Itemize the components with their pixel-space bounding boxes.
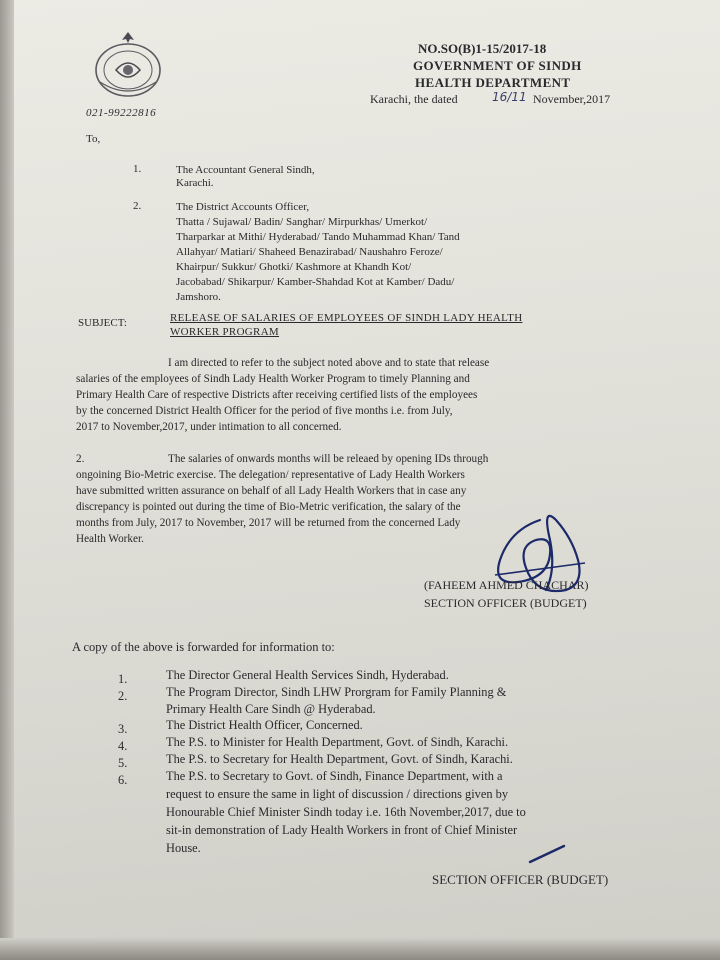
paragraph-1-line: by the concerned District Health Officer for the period of five months i.e. from July,: [76, 405, 453, 417]
department-heading: HEALTH DEPARTMENT: [415, 75, 571, 90]
addressee-line: Allahyar/ Matiari/ Shaheed Benazirabad/ Naushahro Feroze/: [176, 246, 443, 258]
final-signatory-title: SECTION OFFICER (BUDGET): [432, 872, 609, 887]
government-heading: GOVERNMENT OF SINDH: [413, 58, 582, 73]
copy-number: 6.: [118, 773, 128, 787]
copy-line: Primary Health Care Sindh @ Hyderabad.: [166, 702, 376, 716]
to-label: To,: [86, 133, 101, 145]
paragraph-2-line: ongoining Bio-Metric exercise. The delegation/ representative of Lady Health Workers: [76, 469, 465, 481]
addressee-number: 2.: [133, 200, 142, 212]
addressee-line: The Accountant General Sindh,: [176, 164, 315, 176]
subject-label: SUBJECT:: [78, 317, 127, 329]
addressee-line: Tharparkar at Mithi/ Hyderabad/ Tando Muhammad Khan/ Tand: [176, 231, 460, 243]
dated-handwritten: 16/11: [492, 90, 527, 104]
paragraph-2-line: The salaries of onwards months will be releaed by opening IDs through: [168, 453, 489, 465]
copy-number: 2.: [118, 689, 128, 703]
subject-line: WORKER PROGRAM: [170, 326, 280, 338]
copy-line: The Program Director, Sindh LHW Prorgram for Family Planning &: [166, 685, 507, 699]
paragraph-2-line: discrepancy is pointed out during the time of Bio-Metric verification, the salary of the: [76, 501, 461, 513]
paragraph-2-line: Health Worker.: [76, 533, 144, 545]
copy-number: 4.: [118, 739, 128, 753]
copy-line: The District Health Officer, Concerned.: [166, 718, 363, 732]
paragraph-2-number: 2.: [76, 453, 85, 465]
copy-line: request to ensure the same in light of discussion / directions given by: [166, 787, 509, 801]
paragraph-2-line: months from July, 2017 to November, 2017 will be returned from the concerned Lady: [76, 517, 461, 529]
paragraph-1-line: I am directed to refer to the subject noted above and to state that release: [168, 357, 490, 369]
copy-line: The P.S. to Minister for Health Department, Govt. of Sindh, Karachi.: [166, 735, 509, 749]
copy-line: sit-in demonstration of Lady Health Workers in front of Chief Minister: [166, 823, 518, 837]
government-seal-icon: [92, 30, 164, 100]
paper-shadow-bottom: [0, 938, 720, 960]
addressee-line: The District Accounts Officer,: [176, 201, 310, 213]
signatory-title: SECTION OFFICER (BUDGET): [424, 596, 587, 610]
addressee-line: Jamshoro.: [176, 291, 221, 303]
dated-prefix: Karachi, the dated: [370, 92, 458, 106]
addressee-line: Karachi.: [176, 177, 214, 189]
copy-line: House.: [166, 841, 201, 855]
copy-number: 5.: [118, 756, 128, 770]
copy-line: The P.S. to Secretary to Govt. of Sindh, Finance Department, with a: [166, 769, 503, 783]
paragraph-1-line: Primary Health Care of respective Districts after receiving certified lists of the employees: [76, 389, 478, 401]
dated-month: November,2017: [533, 92, 611, 106]
subject-line: RELEASE OF SALARIES OF EMPLOYEES OF SINDH LADY HEALTH: [170, 312, 523, 324]
copy-line: The P.S. to Secretary for Health Department, Govt. of Sindh, Karachi.: [166, 752, 513, 766]
addressee-line: Khairpur/ Sukkur/ Ghotki/ Kashmore at Khandh Kot/: [176, 261, 412, 273]
phone-number: 021-99222816: [86, 107, 157, 119]
paragraph-1-line: 2017 to November,2017, under intimation to all concerned.: [76, 421, 342, 433]
letter-number: NO.SO(B)1-15/2017-18: [418, 41, 547, 56]
signatory-name: (FAHEEM AHMED CHACHAR): [424, 578, 589, 592]
copy-line: Honourable Chief Minister Sindh today i.e. 16th November,2017, due to: [166, 805, 526, 819]
paper-shadow-left: [0, 0, 14, 960]
copy-line: The Director General Health Services Sindh, Hyderabad.: [166, 668, 449, 682]
copy-number: 3.: [118, 722, 128, 736]
copy-intro: A copy of the above is forwarded for information to:: [72, 640, 335, 654]
addressee-number: 1.: [133, 163, 142, 175]
paragraph-2-line: have submitted written assurance on behalf of all Lady Health Workers that in case any: [76, 485, 467, 497]
paragraph-1-line: salaries of the employees of Sindh Lady Health Worker Program to timely Planning and: [76, 373, 470, 385]
copy-number: 1.: [118, 672, 128, 686]
addressee-line: Thatta / Sujawal/ Badin/ Sanghar/ Mirpurkhas/ Umerkot/: [176, 216, 428, 228]
addressee-line: Jacobabad/ Shikarpur/ Kamber-Shahdad Kot at Kamber/ Dadu/: [176, 276, 455, 288]
